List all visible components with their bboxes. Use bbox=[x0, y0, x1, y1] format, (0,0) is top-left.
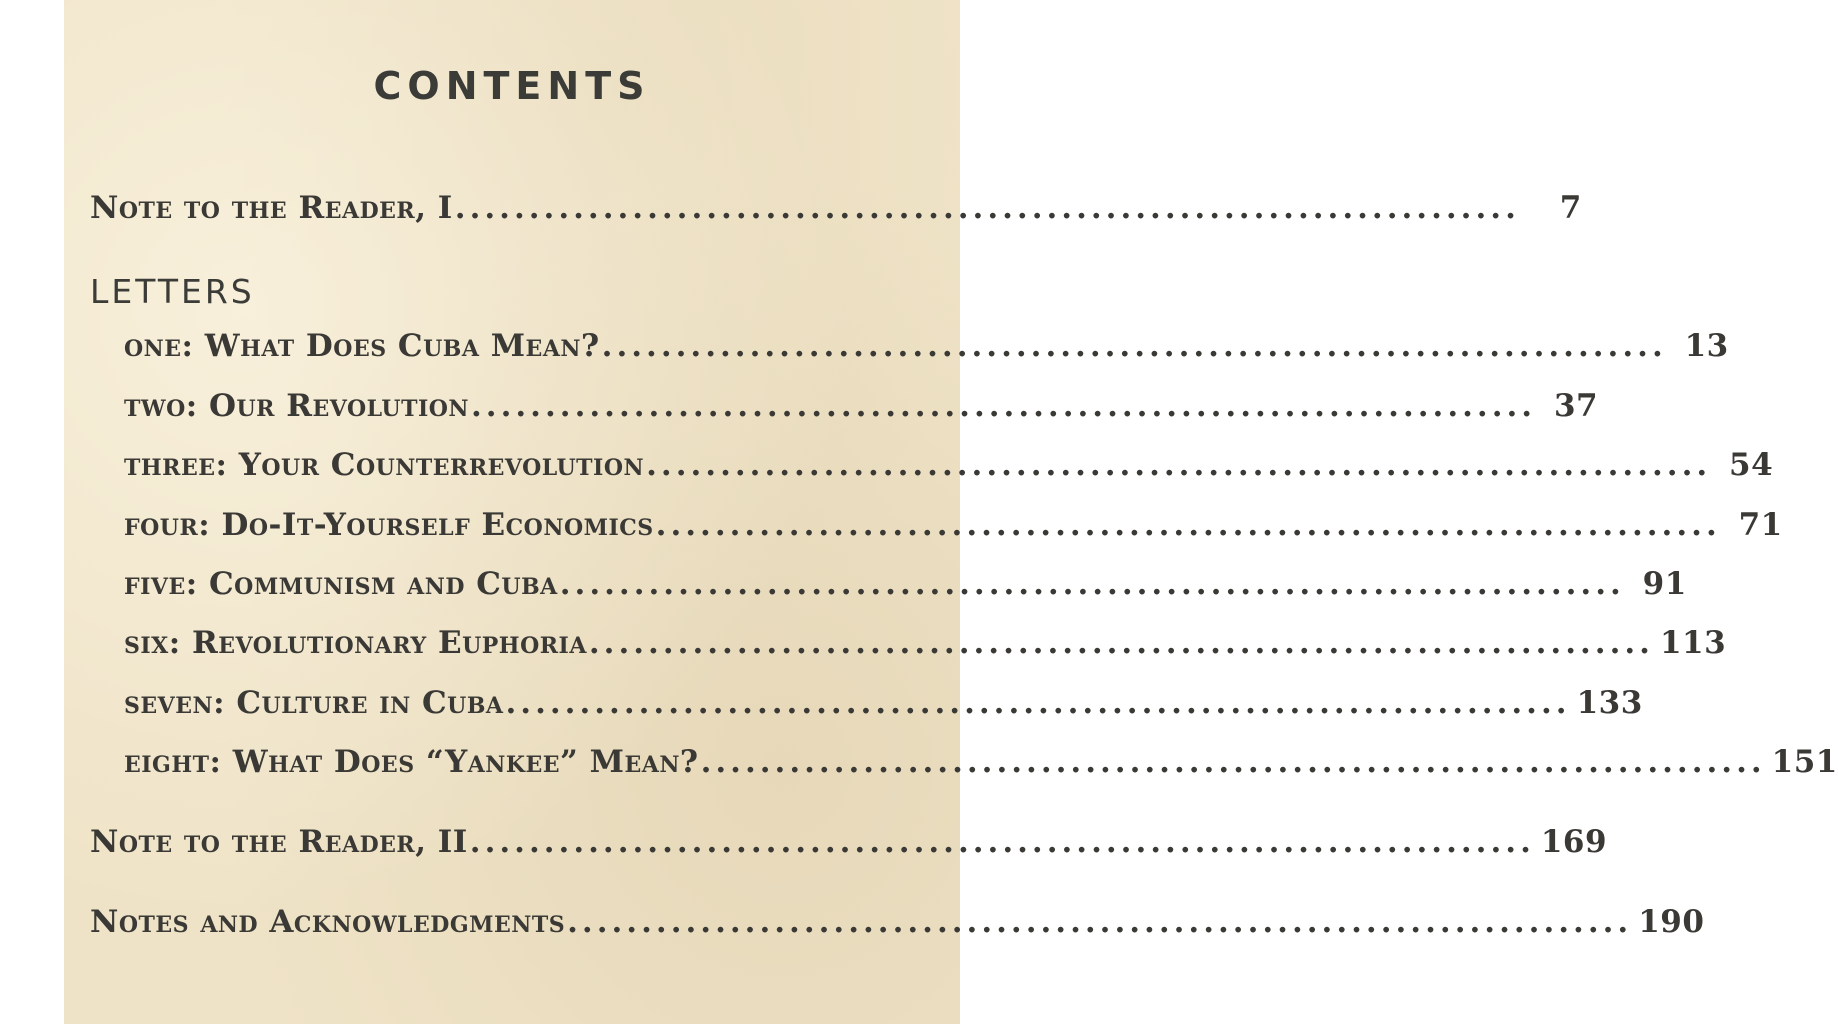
entry-title: Communism and Cuba bbox=[209, 566, 558, 602]
page-number: 169 bbox=[1540, 824, 1608, 860]
letter-number: six: bbox=[124, 625, 181, 661]
dot-leader: ........................................................................ bbox=[559, 566, 1625, 602]
entry-title: Culture in Cuba bbox=[236, 685, 504, 721]
toc-entry-letter-five bbox=[124, 566, 1687, 602]
page-number: 13 bbox=[1684, 328, 1729, 364]
section-label-letters: LETTERS bbox=[90, 272, 255, 311]
entry-title: Note to the Reader, II bbox=[90, 824, 468, 860]
letter-number: three: bbox=[124, 447, 228, 483]
dot-leader: ........................................................................ bbox=[505, 685, 1571, 721]
letter-number: one: bbox=[124, 328, 194, 364]
entry-title: Your Counterrevolution bbox=[238, 447, 645, 483]
toc-entry-notes-and-acknowledgments bbox=[90, 904, 1705, 940]
toc-entry-letter-seven bbox=[124, 685, 1643, 721]
toc-entry-note-to-reader-2 bbox=[90, 824, 1608, 860]
dot-leader: ........................................................................ bbox=[567, 904, 1633, 940]
page-number: 133 bbox=[1576, 685, 1643, 721]
toc-entry-letter-six bbox=[124, 625, 1727, 661]
entry-title: What Does Cuba Mean? bbox=[204, 328, 600, 364]
page-number: 37 bbox=[1553, 388, 1599, 424]
entry-title: Revolutionary Euphoria bbox=[192, 625, 587, 661]
entry-title: What Does “Yankee” Mean? bbox=[232, 744, 699, 780]
page-number: 113 bbox=[1659, 625, 1727, 661]
page-number: 151 bbox=[1771, 744, 1838, 780]
entry-title: Our Revolution bbox=[208, 388, 470, 424]
dot-leader: ........................................................................ bbox=[655, 507, 1721, 543]
toc-entry-note-to-reader-1 bbox=[90, 190, 1582, 226]
dot-leader: ........................................................................ bbox=[469, 824, 1535, 860]
page-number: 190 bbox=[1638, 904, 1705, 940]
entry-title: Notes and Acknowledgments bbox=[90, 904, 566, 940]
dot-leader: ........................................................................ bbox=[471, 388, 1537, 424]
page-number: 54 bbox=[1729, 447, 1774, 483]
page-title: CONTENTS bbox=[373, 64, 651, 108]
toc-entry-letter-three bbox=[124, 447, 1774, 483]
toc-entry-letter-four bbox=[124, 507, 1783, 543]
toc-entry-letter-eight bbox=[124, 744, 1838, 780]
dot-leader: ........................................................................ bbox=[454, 190, 1520, 226]
page-number: 7 bbox=[1559, 190, 1582, 226]
entry-title: Note to the Reader, I bbox=[90, 190, 453, 226]
letter-number: two: bbox=[124, 388, 198, 424]
book-page bbox=[64, 0, 1838, 1024]
dot-leader: ........................................................................ bbox=[700, 744, 1766, 780]
letter-number: eight: bbox=[124, 744, 222, 780]
toc-entry-letter-two bbox=[124, 388, 1599, 424]
letter-number: four: bbox=[124, 507, 211, 543]
dot-leader: ........................................................................ bbox=[646, 447, 1712, 483]
page-number: 91 bbox=[1642, 566, 1687, 602]
letter-number: five: bbox=[124, 566, 198, 602]
page-number: 71 bbox=[1738, 507, 1783, 543]
dot-leader: ........................................................................ bbox=[588, 625, 1654, 661]
dot-leader: ........................................................................ bbox=[601, 328, 1667, 364]
entry-title: Do-It-Yourself Economics bbox=[221, 507, 654, 543]
letter-number: seven: bbox=[124, 685, 226, 721]
toc-entry-letter-one bbox=[124, 328, 1729, 364]
